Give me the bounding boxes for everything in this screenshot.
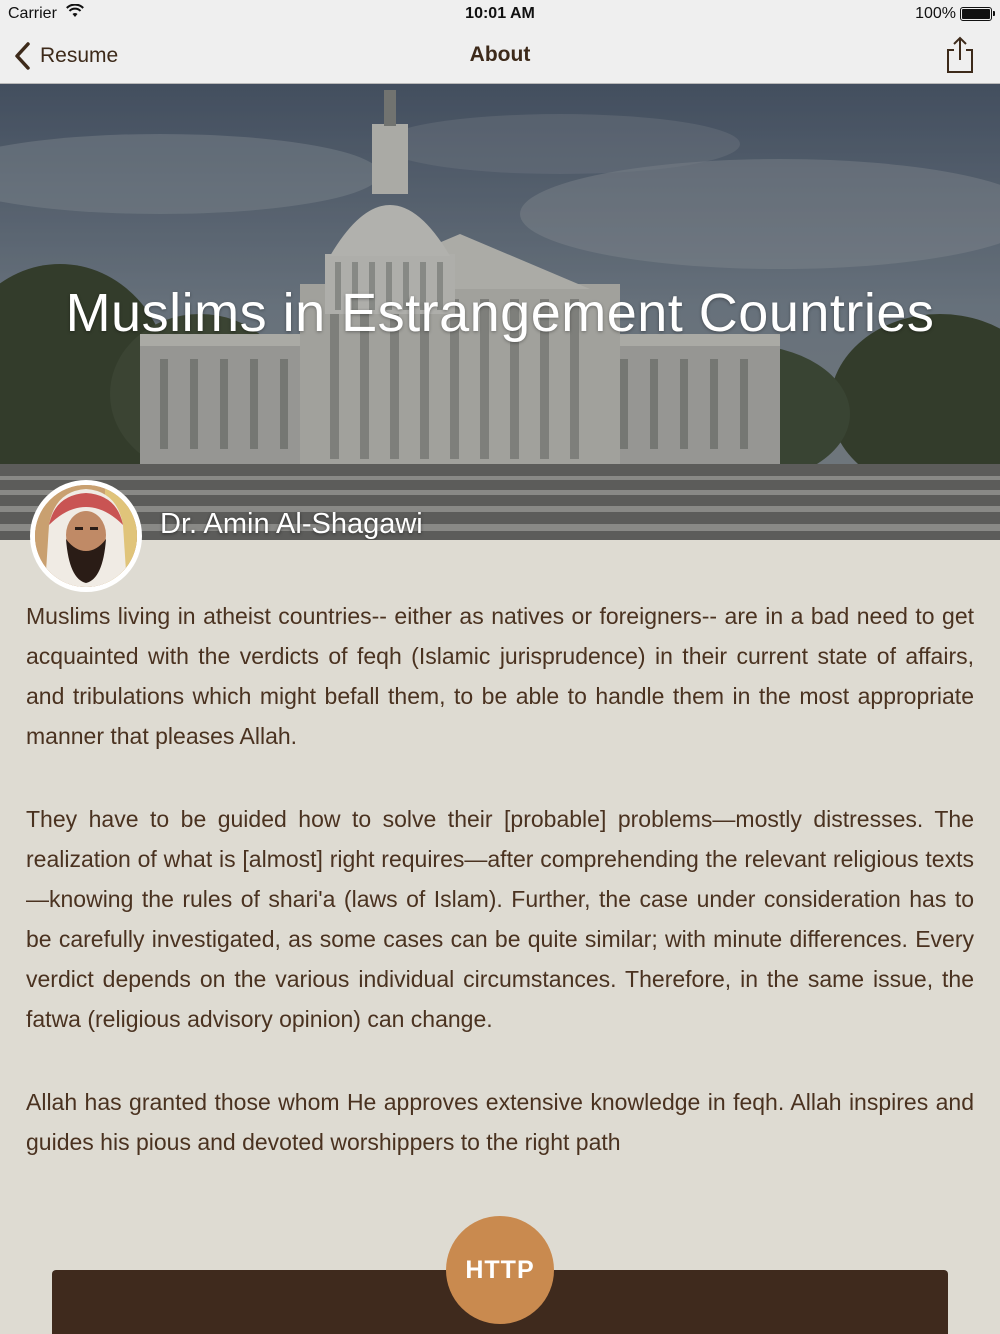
hero-banner <box>0 84 1000 540</box>
status-time: 10:01 AM <box>465 5 535 22</box>
author-avatar <box>30 480 142 592</box>
description-paragraph-2: They have to be guided how to solve their [probable] problems—mostly distresses. The realization of what is [almost] right requires—after comprehending the relevant religious texts—knowing the rules of shari'a (laws of Islam). Further, the case under consideration has to be carefully investigated, as some cases can be quite similar; with minute differences. Every verdict depends on the various individual circumstances. Therefore, in the same issue, the fatwa (religious advisory opinion) can change. <box>26 806 974 1032</box>
status-bar <box>0 0 1000 28</box>
page-title: About <box>469 43 531 66</box>
share-button[interactable] <box>944 36 976 74</box>
description-paragraph-1: Muslims living in atheist countries-- either as natives or foreigners-- are in a bad need to get acquainted with the verdicts of feqh (Islamic jurisprudence) in their current state of affairs, and tribulations which might befall them, to be able to handle them in the most appropriate manner that pleases Allah. <box>26 603 974 749</box>
battery-percent: 100% <box>915 5 956 22</box>
http-button[interactable]: HTTP <box>446 1216 554 1324</box>
navigation-bar <box>0 28 1000 84</box>
author-portrait-image <box>35 485 137 587</box>
hero-title: Muslims in Estrangement Countries <box>65 283 935 343</box>
back-button-label: Resume <box>40 44 119 67</box>
author-name: Dr. Amin Al-Shagawi <box>160 508 423 540</box>
share-icon <box>944 36 976 74</box>
carrier-label: Carrier <box>8 5 57 22</box>
battery-icon <box>960 7 992 21</box>
description-paragraph-3: Allah has granted those whom He approves extensive knowledge in feqh. Allah inspires and guides his pious and devoted worshippers to the right path <box>26 1089 974 1155</box>
about-description <box>26 596 974 1205</box>
